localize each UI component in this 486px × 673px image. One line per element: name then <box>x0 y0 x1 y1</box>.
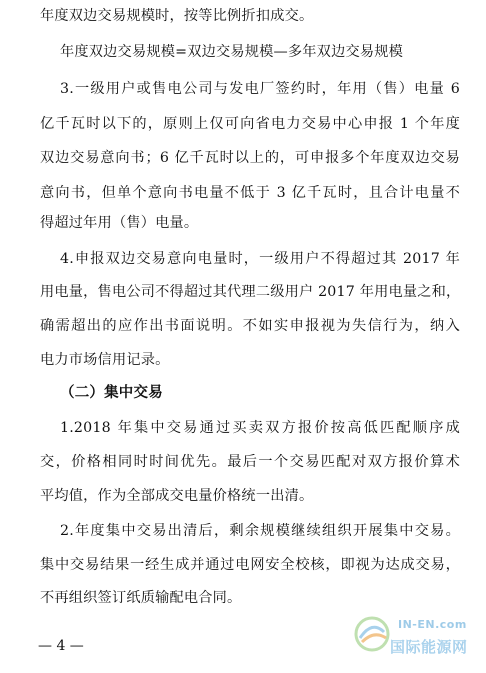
text-line-17: 集中交易结果一经生成并通过电网安全校核，即视为达成交易， <box>40 557 460 573</box>
formula-line: 年度双边交易规模=双边交易规模—多年双边交易规模 <box>60 44 404 60</box>
text-line-7: 得超过年用（售）电量。 <box>40 215 199 231</box>
watermark-site: IN-EN.com <box>398 618 467 631</box>
text-line-10: 确需超出的应作出书面说明。不如实申报视为失信行为，纳入 <box>40 318 460 334</box>
watermark <box>350 610 480 670</box>
text-line-16: 2.年度集中交易出清后，剩余规模继续组织开展集中交易。 <box>60 523 460 539</box>
text-line-18: 不再组织签订纸质输配电合同。 <box>40 590 242 606</box>
text-line-15: 平均值，作为全部成交电量价格统一出清。 <box>40 488 314 504</box>
text-line-4: 亿千瓦时以下的，原则上仅可向省电力交易中心申报 1 个年度 <box>40 116 460 132</box>
watermark-name: 国际能源网 <box>390 638 468 656</box>
text-line-8: 4.申报双边交易意向电量时，一级用户不得超过其 2017 年 <box>60 251 460 267</box>
text-line-6: 意向书，但单个意向书电量不低于 3 亿千瓦时，且合计电量不 <box>40 185 460 201</box>
section-heading-concentrated-trading: （二）集中交易 <box>60 385 163 401</box>
in-en-logo-icon <box>352 614 392 654</box>
page-number: — 4 — <box>38 638 84 654</box>
text-line-13: 1.2018 年集中交易通过买卖双方报价按高低匹配顺序成 <box>60 420 460 436</box>
text-line-11: 电力市场信用记录。 <box>40 352 170 368</box>
text-line-5: 双边交易意向书；6 亿千瓦时以上的，可申报多个年度双边交易 <box>40 150 460 166</box>
text-line-1: 年度双边交易规模时，按等比例折扣成交。 <box>40 8 314 24</box>
text-line-9: 用电量，售电公司不得超过其代理二级用户 2017 年用电量之和， <box>40 284 461 300</box>
text-line-3: 3.一级用户或售电公司与发电厂签约时，年用（售）电量 6 <box>60 81 460 97</box>
text-line-14: 交，价格相同时时间优先。最后一个交易匹配对双方报价算术 <box>40 454 460 470</box>
